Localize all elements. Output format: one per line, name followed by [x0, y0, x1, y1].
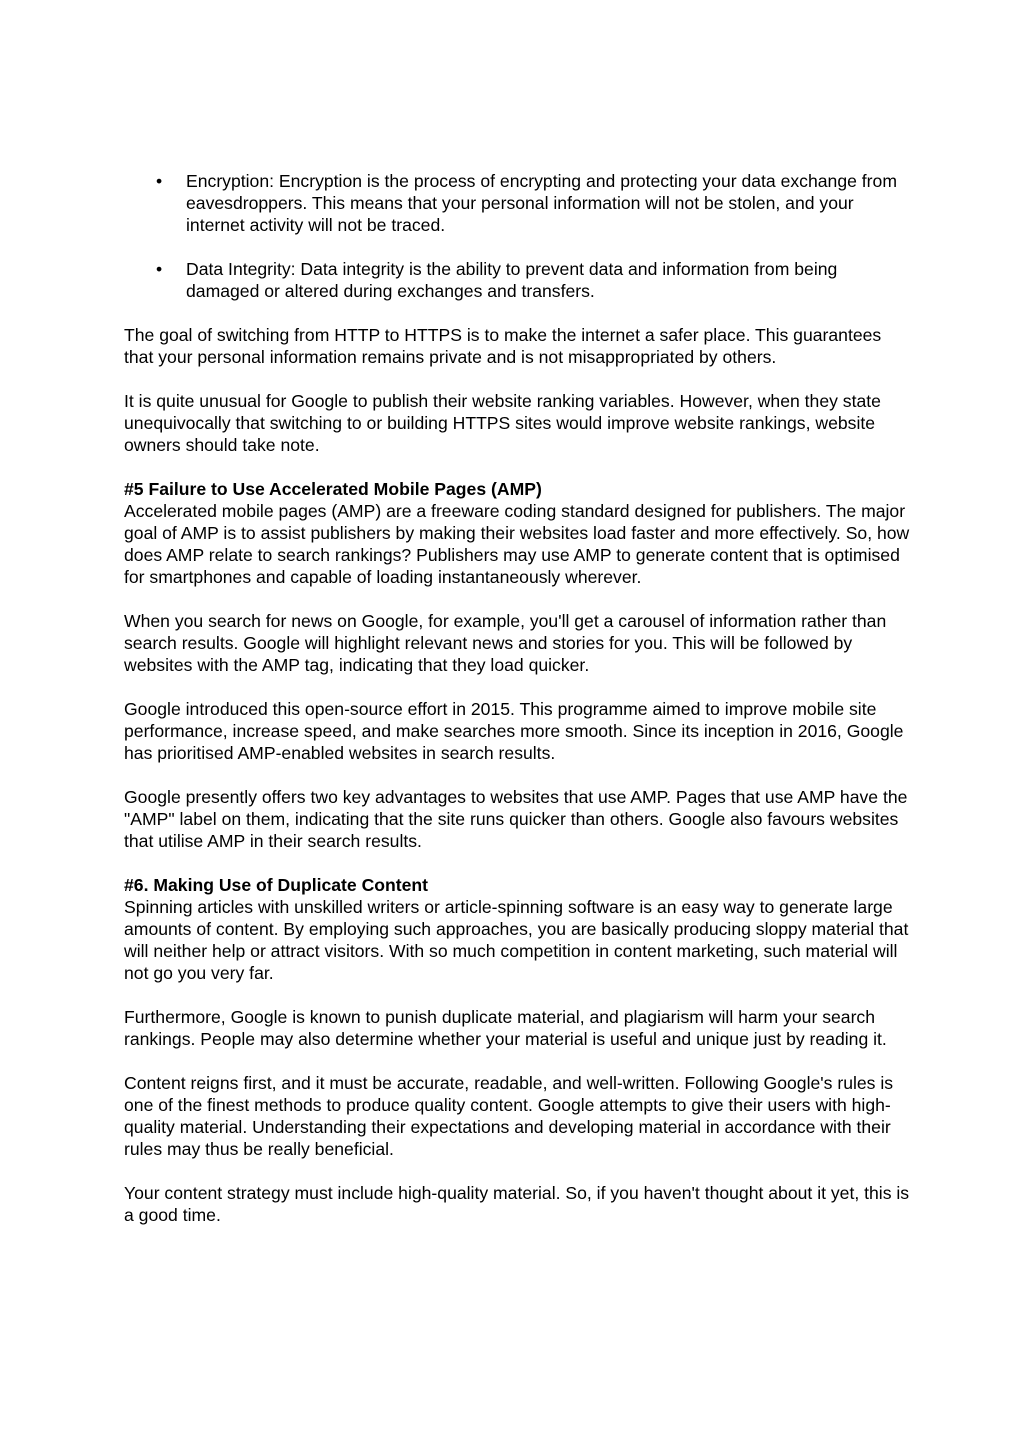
document-body	[124, 170, 910, 1248]
bullet-item-data-integrity	[124, 258, 910, 302]
bullet-icon: •	[156, 259, 163, 279]
paragraph-amp-advantages: Google presently offers two key advantages to websites that use AMP. Pages that use AMP have the "AMP" label on them, indicating that the site runs quicker than others. Google also favours websites that utilise AMP in their search results.	[124, 787, 908, 851]
paragraph-https-ranking: It is quite unusual for Google to publish their website ranking variables. However, when they state unequivocally that switching to or building HTTPS sites would improve website rankings, website owners should take note.	[124, 391, 881, 455]
paragraph-duplicate-penalty: Furthermore, Google is known to punish duplicate material, and plagiarism will harm your search rankings. People may also determine whether your material is useful and unique just by reading it.	[124, 1007, 887, 1049]
paragraph-content-quality: Content reigns first, and it must be accurate, readable, and well-written. Following Google's rules is one of the finest methods to produce quality content. Google attempts to give their users with high-quality material. Understanding their expectations and developing material in accordance with their rules may thus be really beneficial.	[124, 1073, 894, 1159]
paragraph-content-strategy: Your content strategy must include high-quality material. So, if you haven't thought about it yet, this is a good time.	[124, 1183, 910, 1225]
paragraph-amp-news: When you search for news on Google, for example, you'll get a carousel of information rather than search results. Google will highlight relevant news and stories for you. This will be followed by websites with the AMP tag, indicating that they load quicker.	[124, 611, 887, 675]
paragraph-amp-intro: Accelerated mobile pages (AMP) are a freeware coding standard designed for publishers. The major goal of AMP is to assist publishers by making their websites load faster and more effectively. So, how does AMP relate to search rankings? Publishers may use AMP to generate content that is optimised for smartphones and capable of loading instantaneously wherever.	[124, 501, 910, 587]
bullet-text: Encryption: Encryption is the process of encrypting and protecting your data exchange from eavesdroppers. This means that your personal information will not be stolen, and your internet activity will not be traced.	[186, 171, 897, 235]
paragraph-amp-history: Google introduced this open-source effort in 2015. This programme aimed to improve mobile site performance, increase speed, and make searches more smooth. Since its inception in 2016, Google has prioritised AMP-enabled websites in search results.	[124, 699, 904, 763]
bullet-icon: •	[156, 171, 163, 191]
bullet-text: Data Integrity: Data integrity is the ability to prevent data and information from being damaged or altered during exchanges and transfers.	[186, 259, 838, 301]
section-heading-amp: #5 Failure to Use Accelerated Mobile Pages (AMP)	[124, 479, 542, 499]
paragraph-duplicate-spinning: Spinning articles with unskilled writers or article-spinning software is an easy way to generate large amounts of content. By employing such approaches, you are basically producing sloppy material that will neither help or attract visitors. With so much competition in content marketing, such material will not go you very far.	[124, 897, 909, 983]
bullet-item-encryption	[124, 170, 910, 236]
bullet-list	[124, 170, 910, 302]
paragraph-https-goal: The goal of switching from HTTP to HTTPS is to make the internet a safer place. This guarantees that your personal information remains private and is not misappropriated by others.	[124, 325, 882, 367]
section-heading-duplicate-content: #6. Making Use of Duplicate Content	[124, 875, 429, 895]
